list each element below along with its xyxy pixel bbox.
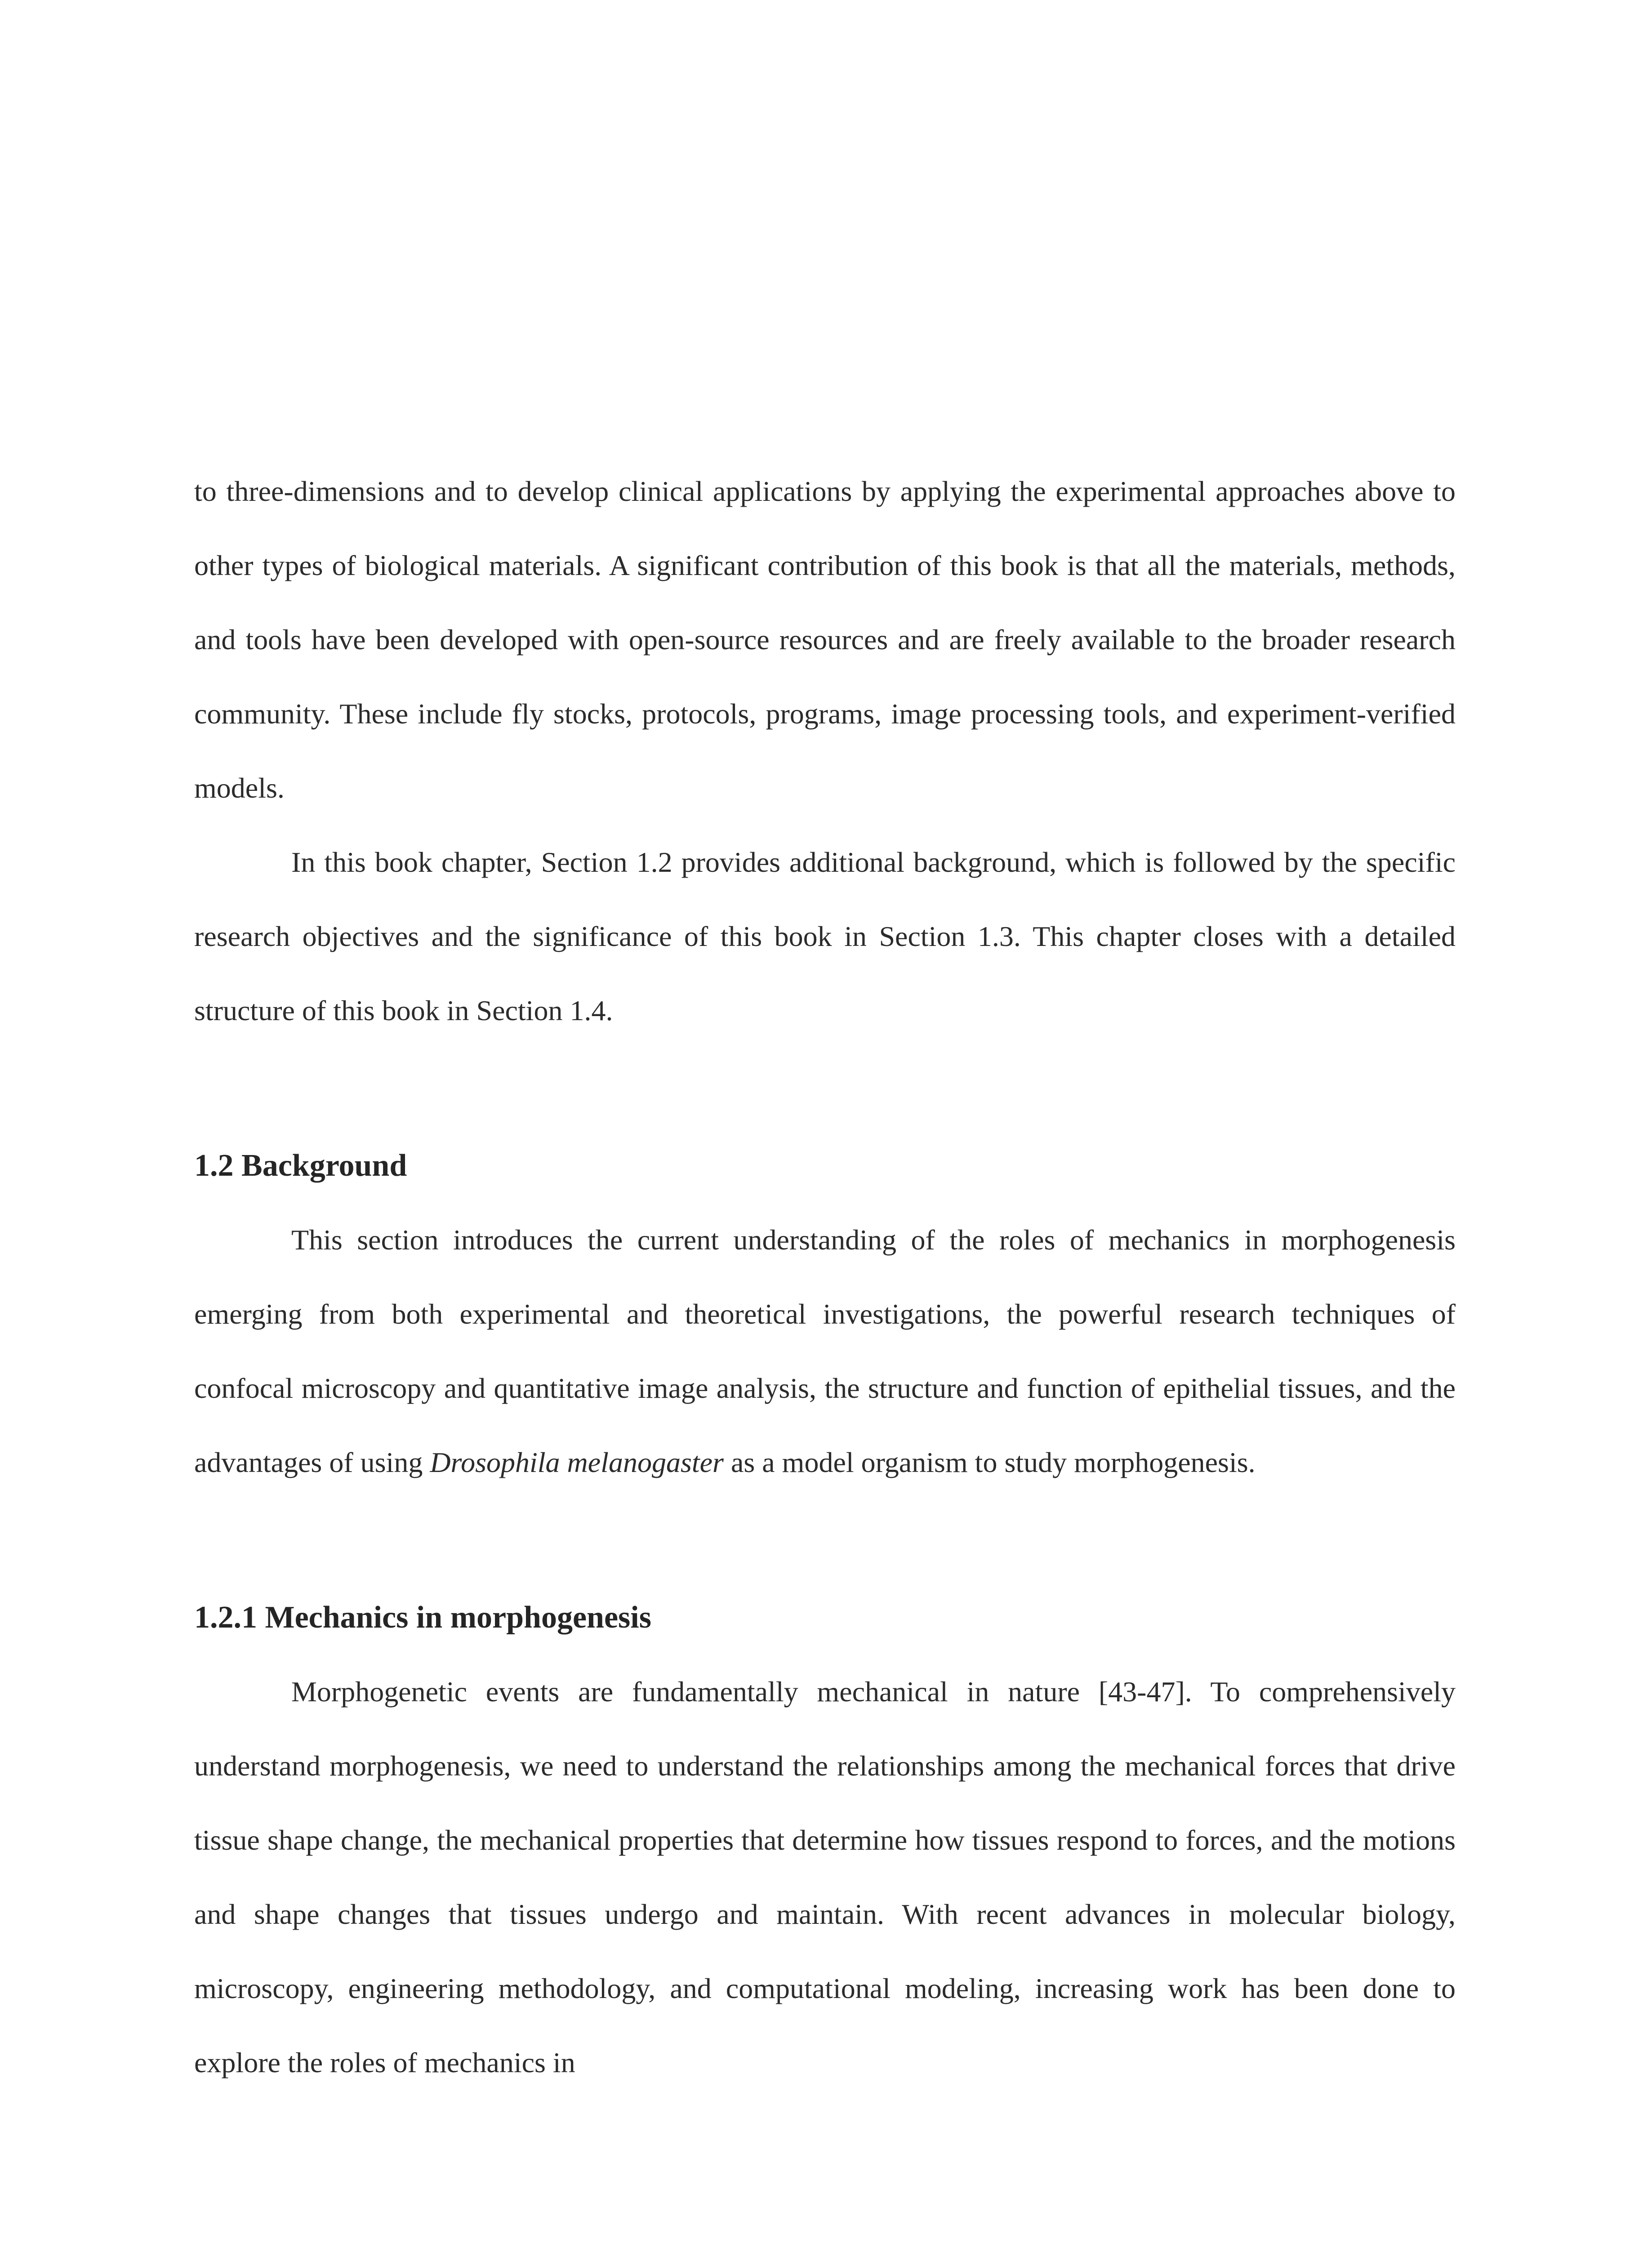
background-text-start: This section introduces the current understanding of the roles of mechanics in morphogenesis emerging from both experimental and theoretical investigations, the powerful research techniques of confocal microscopy and quantitative image analysis, the structure and function of epithelial tissues, and the advantages of using — [194, 1224, 1456, 1478]
section-heading-background: 1.2 Background — [194, 1148, 407, 1183]
species-name-italic: Drosophila melanogaster — [430, 1446, 724, 1478]
subsection-heading-mechanics: 1.2.1 Mechanics in morphogenesis — [194, 1600, 651, 1635]
paragraph-mechanics: Morphogenetic events are fundamentally mechanical in nature [43-47]. To comprehensively understand morphogenesis, we need to understand the relationships among the mechanical forces that drive tissue shape change, the mechanical properties that determine how tissues respond to forces, and the motions and shape changes that tissues undergo and maintain. With recent advances in molecular biology, microscopy, engineering methodology, and computational modeling, increasing work has been done to explore the roles of mechanics in — [194, 1676, 1456, 2079]
body-text — [194, 454, 1456, 2100]
paragraph-background-intro — [194, 1203, 1456, 1499]
paragraph-continuation: to three-dimensions and to develop clinical applications by applying the experimental approaches above to other types of biological materials. A significant contribution of this book is that all the materials, methods, and tools have been developed with open-source resources and are freely available to the broader research community. These include fly stocks, protocols, programs, image processing tools, and experiment-verified models. — [194, 475, 1456, 804]
paragraph-chapter-overview: In this book chapter, Section 1.2 provides additional background, which is followed by the specific research objectives and the significance of this book in Section 1.3. This chapter closes with a detailed structure of this book in Section 1.4. — [194, 846, 1456, 1026]
background-text-end: as a model organism to study morphogenesis. — [723, 1446, 1256, 1478]
